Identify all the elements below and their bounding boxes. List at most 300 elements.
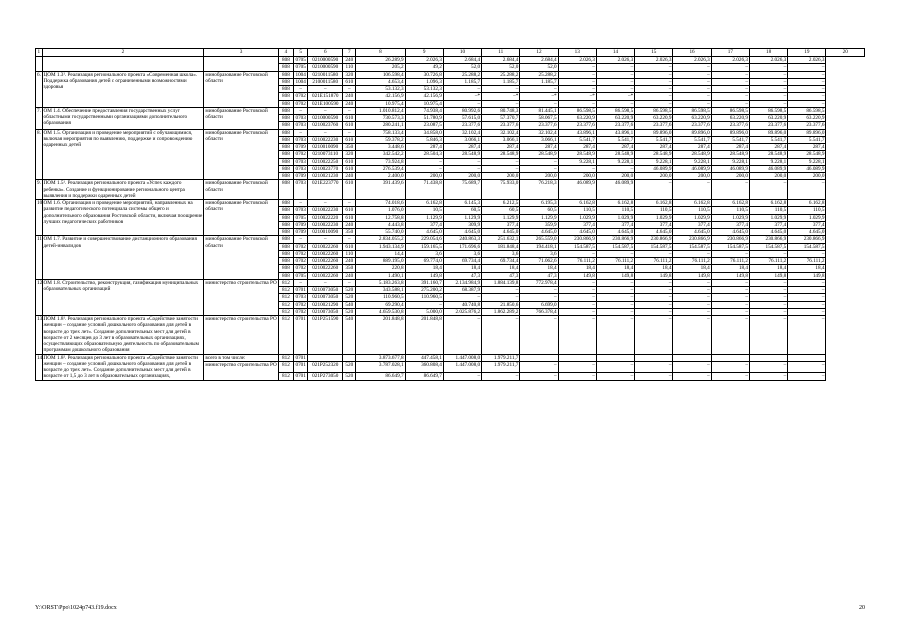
amount-cell: 69.774,0 — [405, 258, 443, 265]
table-row — [36, 180, 865, 200]
amount-cell: 86.598,5 — [673, 107, 711, 114]
column-header-16: 16 — [673, 49, 711, 57]
budget-code-cell: 610 — [343, 165, 356, 172]
column-header-12: 12 — [520, 49, 558, 57]
amount-cell: 6.162,8 — [749, 200, 787, 207]
amount-cell: – — [596, 361, 634, 373]
amount-cell: 2.026,3 — [711, 57, 749, 64]
amount-cell: – — [405, 158, 443, 165]
amount-cell: 47,3 — [482, 272, 520, 279]
budget-code-cell: – — [343, 86, 356, 93]
amount-cell: 76.111,2 — [635, 258, 673, 265]
amount-cell: – — [520, 165, 558, 172]
column-header-1: 1 — [37, 49, 41, 55]
budget-code-cell: 808 — [278, 158, 293, 165]
amount-cell: 23.377,6 — [596, 122, 634, 129]
table-row — [36, 236, 865, 243]
amount-cell: – — [673, 78, 711, 85]
amount-cell: – — [405, 165, 443, 172]
amount-cell: 1.029,9 — [711, 214, 749, 221]
table-row — [36, 71, 865, 78]
amount-cell: 28.548,9 — [711, 151, 749, 158]
amount-cell: – — [558, 250, 596, 257]
measure-name: ОМ 1.5. Организация и проведение мероприятий с обучающимися, включая мероприятия по выявлению, поддержке и сопровождению одаренных детей — [42, 129, 204, 180]
amount-cell: – — [749, 250, 787, 257]
amount-cell: – — [596, 373, 634, 380]
amount-cell: 171.696,6 — [443, 243, 481, 250]
budget-code-cell: 021Е151870 — [308, 93, 343, 100]
executor: минобразование Ростовской области — [204, 200, 278, 236]
amount-cell: 68.387,9 — [443, 287, 481, 294]
budget-code-cell: 110 — [343, 64, 356, 71]
document-path: Y:\ORST\Ppo\1024p743.f19.docx — [35, 605, 117, 611]
amount-cell: 5.846,3 — [405, 136, 443, 143]
amount-cell: 60,5 — [520, 207, 558, 214]
budget-code-cell: 808 — [278, 122, 293, 129]
amount-cell: 6.162,8 — [788, 200, 826, 207]
amount-cell: 200,0 — [788, 173, 826, 180]
amount-cell: 1.029,9 — [558, 214, 596, 221]
budget-code-cell: 0701 — [294, 361, 308, 373]
amount-cell: – — [711, 64, 749, 71]
budget-code-cell: 808 — [278, 78, 293, 85]
amount-cell: 18,4 — [788, 265, 826, 272]
amount-cell: 2.134.984,9 — [443, 279, 481, 286]
budget-code-cell: 0702 — [295, 93, 306, 100]
amount-cell: – — [711, 361, 749, 373]
amount-cell: – — [673, 250, 711, 257]
amount-cell: 53.132,3 — [405, 86, 443, 93]
budget-code-cell: – — [308, 279, 343, 286]
budget-code-cell: 0210023770 — [308, 165, 343, 172]
budget-code-cell: 808 — [278, 57, 293, 64]
budget-code-cell: 240 — [343, 93, 356, 100]
amount-cell: 76.111,2 — [711, 258, 749, 265]
table-row — [36, 57, 865, 64]
amount-cell: 1.029,9 — [749, 214, 787, 221]
amount-cell: – — [443, 316, 481, 355]
amount-cell: – — [405, 301, 443, 308]
amount-cell: 377,4 — [405, 221, 443, 228]
amount-cell: 205,2 — [356, 64, 405, 71]
amount-cell: 63.220,9 — [788, 115, 826, 122]
amount-cell: 2.026,3 — [558, 57, 596, 64]
budget-code-cell: 0705 — [295, 214, 306, 221]
amount-cell: 377,4 — [482, 221, 520, 228]
amount-cell: 2.834.055,2 — [356, 236, 405, 243]
amount-cell: – — [711, 250, 749, 257]
amount-cell: 71.438,8 — [405, 180, 443, 200]
table-row — [36, 279, 865, 286]
executor: министерство строительства РО — [204, 316, 278, 355]
amount-cell: – — [749, 100, 787, 107]
amount-cell: 766.378,4 — [520, 308, 558, 315]
amount-cell: 34.858,0 — [405, 129, 443, 136]
amount-cell: 14,4 — [356, 250, 405, 257]
budget-code-cell: 0703 — [295, 294, 306, 301]
amount-cell: 18,4 — [673, 265, 711, 272]
amount-cell: 18,4 — [482, 265, 520, 272]
budget-code-cell: 0210073050 — [308, 308, 343, 315]
amount-cell: 6.195,3 — [520, 200, 558, 207]
amount-cell: 287,4 — [443, 144, 481, 151]
executor: министерство строительства РО — [204, 279, 278, 315]
amount-cell: 200,0 — [711, 173, 749, 180]
amount-cell: 74.018,6 — [356, 200, 405, 207]
amount-cell: – — [788, 250, 826, 257]
amount-cell: 23.377,6 — [749, 122, 787, 129]
amount-cell: – — [673, 71, 711, 78]
amount-cell: 81.445,1 — [520, 107, 558, 114]
amount-cell: – — [673, 180, 711, 200]
amount-cell: 1.447.008,0 — [443, 354, 481, 361]
amount-cell: – — [673, 100, 711, 107]
budget-code-cell: 240 — [343, 258, 356, 265]
amount-cell: – — [596, 64, 634, 71]
amount-cell: – — [749, 287, 787, 294]
budget-code-cell: – — [294, 107, 308, 114]
row-number: 11. — [36, 236, 43, 280]
amount-cell: –* — [520, 93, 558, 100]
amount-cell: 32.102,4 — [443, 129, 481, 136]
amount-cell: 772.978,4 — [520, 279, 558, 286]
amount-cell: 23.377,6 — [788, 122, 826, 129]
budget-code-cell: 350 — [343, 265, 356, 272]
budget-code-cell: 808 — [278, 115, 293, 122]
amount-cell: 200,0 — [673, 173, 711, 180]
amount-cell: 6.162,8 — [673, 200, 711, 207]
amount-cell: 76.111,2 — [596, 258, 634, 265]
amount-cell: 10,5 — [405, 207, 443, 214]
row-number: 9. — [36, 180, 43, 200]
amount-cell: – — [635, 250, 673, 257]
amount-cell: – — [788, 373, 826, 380]
budget-code-cell: 808 — [278, 180, 293, 200]
budget-table — [35, 48, 865, 381]
amount-cell: – — [596, 250, 634, 257]
amount-cell: 6.162,8 — [405, 200, 443, 207]
budget-code-cell: 0210073110 — [308, 151, 343, 158]
amount-cell: 28.548,9 — [635, 151, 673, 158]
amount-cell: 110,5 — [596, 207, 634, 214]
amount-cell: – — [596, 294, 634, 301]
amount-cell: – — [749, 93, 787, 100]
budget-code-cell: 240 — [343, 173, 356, 180]
amount-cell: – — [673, 373, 711, 380]
amount-cell: 9.228,1 — [635, 158, 673, 165]
budget-code-cell: 0210010090 — [308, 144, 343, 151]
amount-cell: – — [520, 158, 558, 165]
amount-cell: – — [443, 100, 481, 107]
amount-cell: 71.062,6 — [520, 258, 558, 265]
amount-cell: – — [596, 279, 634, 286]
amount-cell: 46.089,9 — [749, 165, 787, 172]
amount-cell: 30.726,8 — [405, 71, 443, 78]
amount-cell: 49,2 — [405, 64, 443, 71]
amount-cell: – — [788, 301, 826, 308]
amount-cell: – — [443, 294, 481, 301]
amount-cell: – — [673, 287, 711, 294]
column-header-8: 8 — [356, 49, 405, 57]
column-header-11: 11 — [482, 49, 520, 57]
amount-cell: 18,4 — [558, 265, 596, 272]
amount-cell: – — [711, 294, 749, 301]
executor: минобразование Ростовской области — [204, 107, 278, 129]
amount-cell: 5.183.263,8 — [356, 279, 405, 286]
budget-code-cell: 021Е223770 — [308, 180, 343, 200]
row-number: 8. — [36, 129, 43, 180]
amount-cell: 230.866,9 — [635, 236, 673, 243]
budget-code-cell: 808 — [278, 200, 293, 207]
amount-cell: – — [635, 64, 673, 71]
budget-code-cell: 0210022230 — [308, 221, 343, 228]
amount-cell: – — [788, 361, 826, 373]
amount-cell: 391.439,6 — [356, 180, 405, 200]
amount-cell: 4.645,0 — [482, 229, 520, 236]
amount-cell: 28.548,9 — [443, 151, 481, 158]
amount-cell: – — [558, 316, 596, 355]
amount-cell: 1.076,0 — [356, 207, 405, 214]
amount-cell: 32.102,4 — [482, 129, 520, 136]
amount-cell: – — [635, 279, 673, 286]
budget-code-cell: 0705 — [295, 57, 306, 63]
amount-cell: – — [673, 301, 711, 308]
budget-code-cell: 0703 — [295, 115, 306, 121]
budget-code-cell: 0210000590 — [308, 57, 343, 64]
amount-cell: 391.160,7 — [405, 279, 443, 286]
amount-cell: 9.228,1 — [711, 158, 749, 165]
amount-cell: – — [673, 93, 711, 100]
amount-cell — [558, 354, 596, 361]
amount-cell: 28.548,9 — [788, 151, 826, 158]
amount-cell: 377,4 — [596, 221, 634, 228]
amount-cell: 12.758,8 — [356, 214, 405, 221]
budget-code-cell: 240 — [343, 272, 356, 279]
amount-cell: – — [788, 308, 826, 315]
budget-code-cell: 808 — [278, 144, 293, 151]
amount-cell: 6.212,5 — [482, 200, 520, 207]
budget-code-cell: 0702 — [295, 250, 306, 257]
amount-cell: 23.087,5 — [405, 122, 443, 129]
amount-cell: 1.185,7 — [482, 78, 520, 85]
amount-cell — [635, 354, 673, 361]
amount-cell: 5.000,0 — [405, 308, 443, 315]
row-number: 13. — [36, 316, 43, 355]
amount-cell: – — [482, 86, 520, 93]
column-header-5: 5 — [294, 49, 308, 57]
budget-code-cell: 610 — [343, 214, 356, 221]
amount-cell: 23.377,6 — [482, 122, 520, 129]
amount-cell: 5.541,7 — [749, 136, 787, 143]
amount-cell: 200,0 — [749, 173, 787, 180]
budget-code-cell: 808 — [278, 151, 293, 158]
amount-cell: 287,4 — [482, 144, 520, 151]
amount-cell: 159.165,5 — [405, 243, 443, 250]
amount-cell: 28.548,9 — [520, 151, 558, 158]
amount-cell: – — [711, 287, 749, 294]
amount-cell: 149,8 — [558, 272, 596, 279]
budget-code-cell: 0709 — [295, 173, 306, 179]
amount-cell: 46.089,9 — [635, 165, 673, 172]
amount-cell: 2.684,4 — [482, 57, 520, 64]
amount-cell: 52,0 — [443, 64, 481, 71]
column-header-18: 18 — [749, 49, 787, 57]
amount-cell: 110,5 — [635, 207, 673, 214]
amount-cell: – — [635, 294, 673, 301]
amount-cell: 69.734,4 — [482, 258, 520, 265]
amount-cell: 89.896,0 — [788, 129, 826, 136]
budget-code-cell: 0210022260 — [308, 272, 343, 279]
amount-cell: – — [596, 100, 634, 107]
amount-cell: – — [673, 308, 711, 315]
amount-cell: – — [673, 361, 711, 373]
amount-cell: 89.896,0 — [635, 129, 673, 136]
amount-cell: 200,0 — [443, 173, 481, 180]
amount-cell: 4.645,0 — [711, 229, 749, 236]
executor: минобразование Ростовской области — [204, 71, 278, 107]
budget-code-cell: 808 — [278, 173, 293, 180]
amount-cell: 10.975,4 — [405, 100, 443, 107]
amount-cell: 9.228,1 — [596, 158, 634, 165]
amount-cell: – — [596, 287, 634, 294]
budget-code-cell: 808 — [278, 64, 293, 71]
amount-cell: 200,0 — [596, 173, 634, 180]
amount-cell: – — [635, 287, 673, 294]
amount-cell: 201.848,8 — [405, 316, 443, 355]
budget-code-cell: 808 — [278, 250, 293, 257]
budget-code-cell: 812 — [278, 354, 293, 361]
amount-cell: 4.659.530,8 — [356, 308, 405, 315]
amount-cell: – — [596, 71, 634, 78]
row-number: 14. — [36, 354, 43, 380]
budget-code-cell: 0703 — [295, 165, 306, 172]
amount-cell: 3.448,6 — [356, 144, 405, 151]
amount-cell: 59.378,2 — [356, 136, 405, 143]
amount-cell: 76.111,2 — [788, 258, 826, 265]
amount-cell: – — [558, 373, 596, 380]
amount-cell: 359,9 — [520, 221, 558, 228]
amount-cell: 4.645,0 — [673, 229, 711, 236]
amount-cell: 149,8 — [749, 272, 787, 279]
executor: минобразование Ростовской области — [204, 236, 278, 280]
budget-code-cell: – — [308, 200, 343, 207]
column-header-15: 15 — [635, 49, 673, 57]
amount-cell: – — [788, 100, 826, 107]
amount-cell: 23.377,6 — [443, 122, 481, 129]
amount-cell: 46.089,9 — [596, 180, 634, 200]
amount-cell: 1.029,9 — [788, 214, 826, 221]
table-row — [36, 129, 865, 136]
amount-cell: 4.645,0 — [596, 229, 634, 236]
amount-cell: 5.541,7 — [635, 136, 673, 143]
amount-cell — [749, 354, 787, 361]
budget-code-cell: 812 — [278, 308, 293, 315]
budget-code-cell: 0210000590 — [308, 115, 343, 122]
amount-cell: 52,0 — [482, 64, 520, 71]
budget-code-cell: 520 — [343, 373, 356, 380]
budget-code-cell: 0702 — [295, 100, 306, 107]
budget-code-cell: 0705 — [295, 64, 306, 71]
amount-cell: 4.645,0 — [788, 229, 826, 236]
amount-cell: 18,4 — [596, 265, 634, 272]
amount-cell: 86.649,7 — [405, 373, 443, 380]
amount-cell: 9.228,1 — [558, 158, 596, 165]
amount-cell: 46.089,9 — [673, 165, 711, 172]
column-header-7: 7 — [343, 49, 356, 57]
amount-cell: 86.598,5 — [635, 107, 673, 114]
amount-cell: – — [673, 316, 711, 355]
amount-cell: 194.418,1 — [520, 243, 558, 250]
amount-cell: 9.228,1 — [788, 158, 826, 165]
budget-code-cell: 808 — [278, 236, 293, 243]
amount-cell: 110,5 — [558, 207, 596, 214]
amount-cell: 230.866,9 — [788, 236, 826, 243]
amount-cell: – — [558, 308, 596, 315]
amount-cell: 287,4 — [596, 144, 634, 151]
amount-cell: 1.029,9 — [596, 214, 634, 221]
amount-cell: 18,4 — [711, 265, 749, 272]
amount-cell: 181.848,4 — [482, 243, 520, 250]
amount-cell: – — [482, 165, 520, 172]
budget-code-cell: 021Р273050 — [308, 373, 343, 380]
amount-cell: 86.598,5 — [558, 107, 596, 114]
amount-cell: 18,4 — [749, 265, 787, 272]
amount-cell: 1.447.008,0 — [443, 361, 481, 373]
budget-code-cell: 0210000590 — [308, 64, 343, 71]
amount-cell: 53.132,3 — [356, 86, 405, 93]
amount-cell: 154.587,5 — [558, 243, 596, 250]
amount-cell: 149,8 — [711, 272, 749, 279]
amount-cell: 343.588,1 — [356, 287, 405, 294]
budget-code-cell: 540 — [343, 316, 356, 355]
amount-cell: 23.377,6 — [558, 122, 596, 129]
amount-cell: – — [443, 158, 481, 165]
amount-cell: – — [482, 158, 520, 165]
amount-cell: – — [711, 279, 749, 286]
amount-cell: 3,6 — [443, 250, 481, 257]
budget-code-cell: 610 — [343, 115, 356, 122]
amount-cell: 276.539,4 — [356, 165, 405, 172]
amount-cell: – — [635, 316, 673, 355]
amount-cell: 76.111,2 — [749, 258, 787, 265]
amount-cell: 4.645,0 — [558, 229, 596, 236]
row-number: 10. — [36, 200, 43, 236]
amount-cell: 265.559,0 — [520, 236, 558, 243]
amount-cell: 60,5 — [482, 207, 520, 214]
budget-code-cell: 0702 — [295, 308, 306, 315]
column-number-header — [36, 49, 865, 57]
amount-cell: – — [788, 86, 826, 93]
amount-cell: – — [520, 100, 558, 107]
amount-cell: 1.979.211,7 — [482, 354, 520, 361]
amount-cell: 230.866,9 — [673, 236, 711, 243]
amount-cell: – — [443, 86, 481, 93]
amount-cell: 69.734,4 — [443, 258, 481, 265]
row-number: 7. — [36, 107, 43, 129]
amount-cell: – — [558, 301, 596, 308]
measure-name: ЦОМ 1.3¹. Реализация регионального проекта «Современная школа». Поддержка образования детей с ограниченными возможностями здоровья — [42, 71, 204, 107]
budget-code-cell: – — [294, 279, 308, 286]
amount-cell: 18,4 — [520, 265, 558, 272]
budget-code-cell: 808 — [278, 221, 293, 228]
amount-cell: 110.960,5 — [405, 294, 443, 301]
column-header-6: 6 — [308, 49, 343, 57]
amount-cell: 18,4 — [443, 265, 481, 272]
amount-cell: 2.026,3 — [788, 57, 826, 64]
amount-cell: 1.129,9 — [520, 214, 558, 221]
amount-cell: 889.195,0 — [356, 258, 405, 265]
amount-cell: – — [596, 316, 634, 355]
